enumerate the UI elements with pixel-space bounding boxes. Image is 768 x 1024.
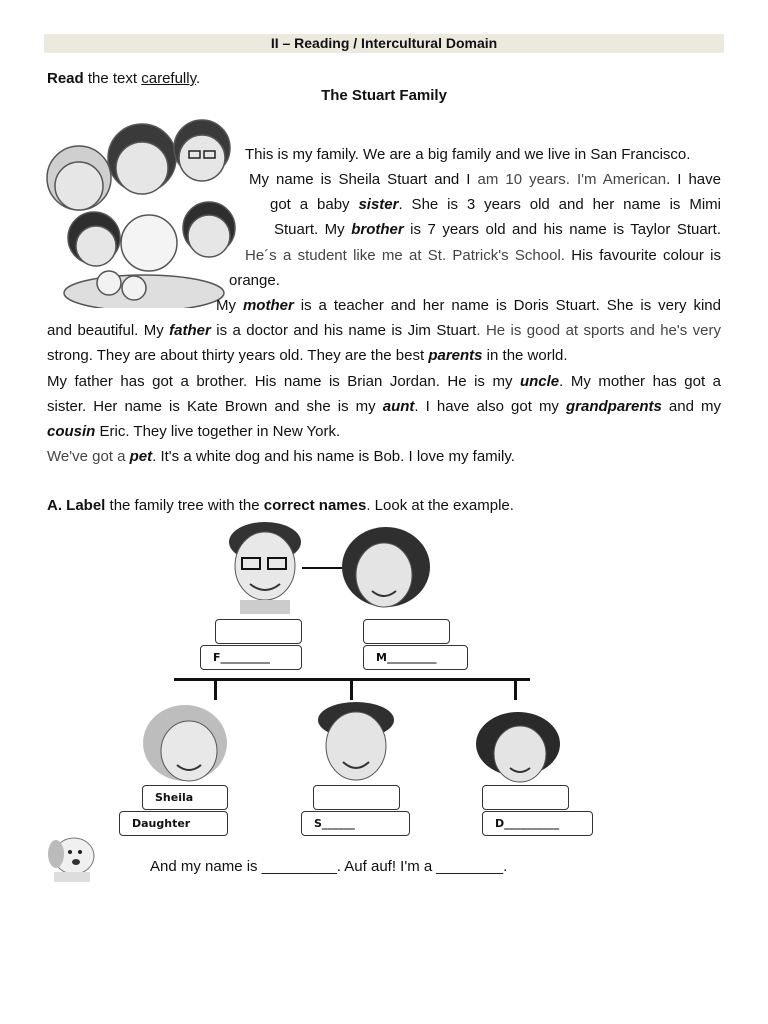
section-title: II – Reading / Intercultural Domain [44,34,724,53]
instruction-end: . [195,70,201,87]
father-role-box[interactable]: F_________ [200,645,302,670]
text-line-1: This is my family. We are a big family and we live in San Francisco. [245,146,691,163]
task-a-instruction: A. Label the family tree with the correct names. Look at the example. [47,497,514,514]
text-line-3: got a baby sister. She is 3 years old and her name is Mimi [270,196,721,213]
sheila-name-box[interactable]: Sheila [142,785,228,810]
sheila-role-box[interactable]: Daughter [119,811,228,836]
branch-sheila [214,678,217,700]
text-line-8: and beautiful. My father is a doctor and his name is Jim Stuart. He is good at sports and he's very [47,322,722,339]
branch-daughter [514,678,517,700]
daughter-role-box[interactable]: D__________ [482,811,593,836]
text-line-11: sister. Her name is Kate Brown and she is my aunt. I have also got my grandparents and my [47,398,722,415]
text-line-5: He´s a student like me at St. Patrick's School. His favourite colour is [245,247,721,264]
mother-name-box[interactable] [363,619,450,644]
branch-son [350,678,353,700]
instruction-verb: Read [47,70,84,87]
sheila-face-icon [135,705,227,785]
text-line-4: Stuart. My brother is 7 years old and his name is Taylor Stuart. [274,221,721,238]
instruction-middle: the text [83,70,142,87]
father-face-icon [222,520,308,614]
mother-face-icon [340,527,432,615]
text-line-6: orange. [229,272,280,289]
son-face-icon [315,700,397,784]
daughter-face-icon [474,710,562,786]
son-role-box[interactable]: S______ [301,811,410,836]
text-line-13: We've got a pet. It's a white dog and his name is Bob. I love my family. [47,448,515,465]
dog-icon [46,830,98,882]
text-line-9: strong. They are about thirty years old. They are the best parents in the world. [47,347,568,364]
father-name-box[interactable] [215,619,302,644]
mother-role-box[interactable]: M_________ [363,645,468,670]
text-line-2: My name is Sheila Stuart and I am 10 years. I'm American. I have [249,171,721,188]
spouse-connector [302,567,342,569]
text-line-10: My father has got a brother. His name is Brian Jordan. He is my uncle. My mother has got a [47,373,721,390]
son-name-box[interactable] [313,785,400,810]
text-line-12: cousin Eric. They live together in New York. [47,423,341,440]
text-line-7: My mother is a teacher and her name is Doris Stuart. She is very kind [216,297,721,314]
daughter-name-box[interactable] [482,785,569,810]
instruction-underlined: carefully [141,70,196,87]
reading-instruction [47,70,200,87]
dog-sentence: And my name is _________. Auf auf! I'm a ________. [150,858,508,875]
story-title: The Stuart Family [321,87,447,104]
